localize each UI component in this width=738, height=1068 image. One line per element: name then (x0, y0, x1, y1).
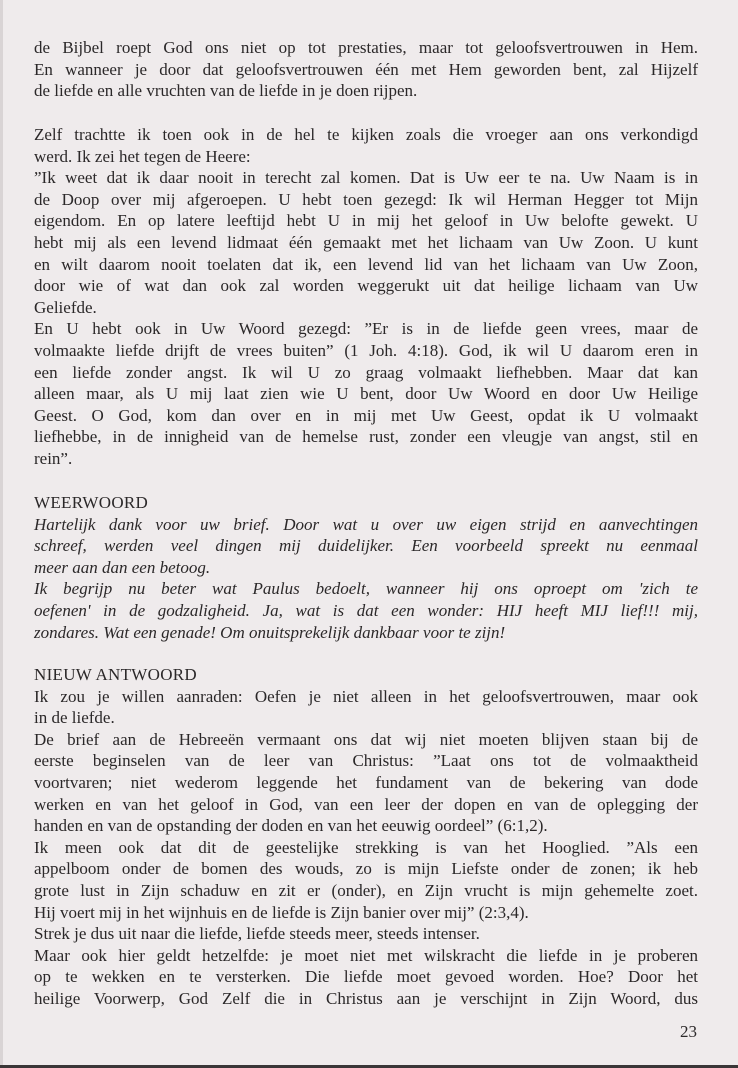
text-line: eerste beginselen van de leer van Christus: ”Laat ons tot de volmaaktheid (34, 751, 698, 771)
text-line: En wanneer je door dat geloofsvertrouwen één met Hem geworden bent, zal Hijzelf (34, 59, 698, 79)
text-line: grote lust in Zijn schaduw en zit er (onder), en Zijn vrucht is mijn gehemelte zoet. (34, 880, 698, 900)
text-line: eigendom. En op latere leeftijd hebt U in mij het geloof in Uw belofte gewekt. U (34, 211, 698, 231)
text-line: door wie of wat dan ook zal worden weggerukt uit dat heilige lichaam van Uw (34, 276, 698, 296)
text-line: oefenen' in de godzaligheid. Ja, wat is dat een wonder: HIJ heeft MIJ lief!!! mij, (34, 600, 698, 620)
text-line: appelboom onder de bomen des wouds, zo is mijn Liefste onder de zonen; ik heb (34, 859, 698, 879)
section-heading: WEERWOORD (34, 493, 149, 512)
text-line: en wilt daarom nooit toelaten dat ik, een levend lid van het lichaam van Uw Zoon, (34, 254, 698, 274)
text-line: Ik meen ook dat dit de geestelijke strekking is van het Hooglied. ”Als een (34, 837, 698, 857)
text-line: ”Ik weet dat ik daar nooit in terecht zal komen. Dat is Uw eer te na. Uw Naam is in (34, 168, 698, 188)
text-line: zondares. Wat een genade! Om onuitsprekelijk dankbaar voor te zijn! (34, 622, 506, 642)
text-line: de Doop over mij afgeroepen. U hebt toen gezegd: Ik wil Herman Hegger tot Mijn (34, 189, 698, 209)
text-line: Zelf trachtte ik toen ook in de hel te kijken zoals die vroeger aan ons verkondigd (34, 125, 698, 144)
section-nieuw-antwoord (34, 664, 698, 1010)
text-line: Strek je dus uit naar die liefde, liefde steeds meer, steeds intenser. (34, 924, 480, 944)
section-weerwoord (34, 492, 698, 643)
text-line: in de liefde. (34, 708, 115, 728)
text-line: Geliefde. (34, 297, 97, 317)
text-line: werken en van het geloof in God, van een leer der dopen en van de oplegging der (34, 794, 698, 814)
page-edge (0, 0, 3, 1068)
text-line: de liefde en alle vruchten van de liefde in je doen rijpen. (34, 81, 418, 101)
paragraph-prayer (34, 124, 698, 470)
text-line: meer aan dan een betoog. (34, 557, 211, 577)
page-number: 23 (680, 1022, 697, 1041)
text-line: werd. Ik zei het tegen de Heere: (34, 146, 251, 166)
text-line: Ik begrijp nu beter wat Paulus bedoelt, wanneer hij ons oproept om 'zich te (34, 579, 698, 599)
text-line: een liefde zonder angst. Ik wil U zo graag volmaakt liefhebben. Maar dat kan (34, 362, 698, 382)
text-line: Maar ook hier geldt hetzelfde: je moet niet met wilskracht die liefde in je proberen (34, 945, 698, 965)
text-line: heilige Voorwerp, God Zelf die in Christus aan je verschijnt in Zijn Woord, dus (34, 988, 698, 1008)
text-line: op te wekken en te versterken. Die liefde moet gevoed worden. Hoe? Door het (34, 967, 698, 987)
text-line: voortvaren; niet wederom leggende het fundament van de bekering van dode (34, 772, 698, 792)
text-line: De brief aan de Hebreeën vermaant ons dat wij niet moeten blijven staan bij de (34, 729, 698, 749)
text-line: Hartelijk dank voor uw brief. Door wat u over uw eigen strijd en aanvechtingen (34, 514, 698, 534)
text-line: En U hebt ook in Uw Woord gezegd: ”Er is in de liefde geen vrees, maar de (34, 319, 698, 339)
text-line: volmaakte liefde drijft de vrees buiten” (1 Joh. 4:18). God, ik wil U daarom eren in (34, 340, 698, 360)
paragraph-intro (34, 37, 698, 102)
text-line: rein”. (34, 448, 73, 468)
text-line: Ik zou je willen aanraden: Oefen je niet alleen in het geloofsvertrouwen, maar ook (34, 686, 698, 706)
text-line: hebt mij als een levend lidmaat één gemaakt met het lichaam van Uw Zoon. U kunt (34, 232, 698, 252)
text-line: Hij voert mij in het wijnhuis en de liefde is Zijn banier over mij” (2:3,4). (34, 902, 529, 922)
text-line: handen en van de opstanding der doden en van het eeuwig oordeel” (6:1,2). (34, 816, 548, 836)
section-heading: NIEUW ANTWOORD (34, 665, 198, 684)
text-line: alleen maar, als U mij laat zien wie U bent, door Uw Woord en door Uw Heilige (34, 384, 698, 404)
text-line: liefhebbe, in de innigheid van de hemelse rust, zonder een vleugje van angst, stil en (34, 427, 698, 447)
text-line: de Bijbel roept God ons niet op tot prestaties, maar tot geloofsvertrouwen in Hem. (34, 38, 698, 57)
text-line: Geest. O God, kom dan over en in mij met Uw Geest, opdat ik U volmaakt (34, 405, 698, 425)
text-line: schreef, werden veel dingen mij duidelijker. Een voorbeeld spreekt nu eenmaal (34, 536, 698, 556)
